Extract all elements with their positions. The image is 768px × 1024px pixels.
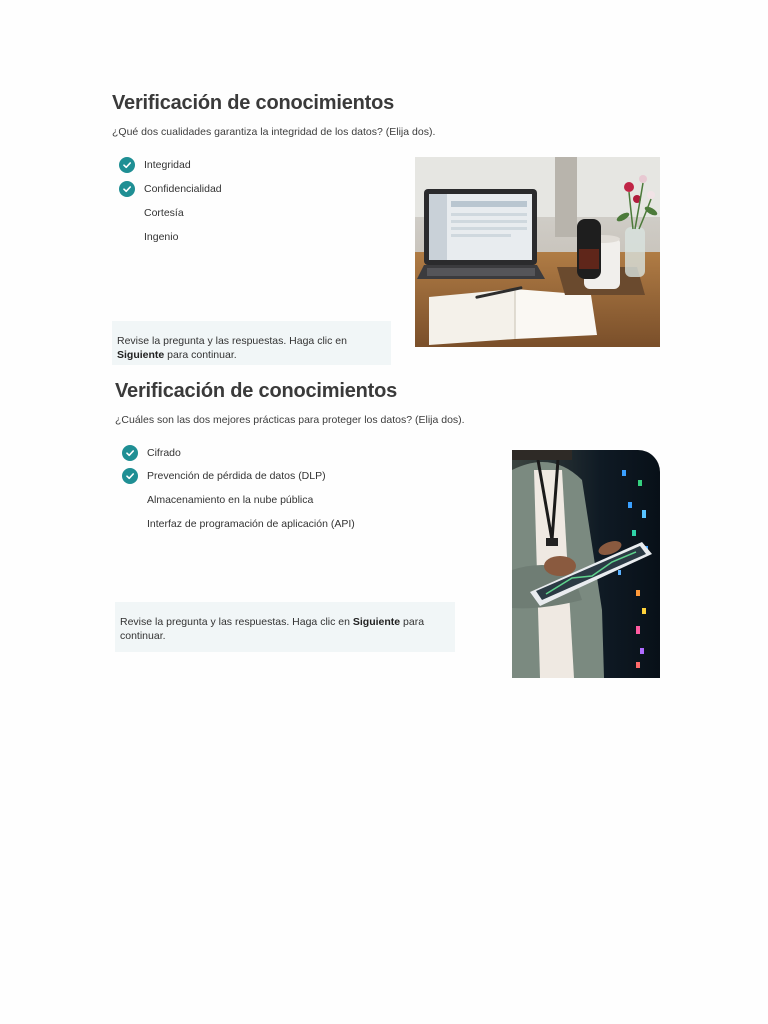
option-cifrado[interactable]: Cifrado	[147, 447, 181, 459]
option-confidencialidad[interactable]: Confidencialidad	[144, 183, 222, 195]
option-integridad[interactable]: Integridad	[144, 159, 191, 171]
note-text-end: para continuar.	[120, 616, 425, 642]
note-text: Revise la pregunta y las respuestas. Haga clic en	[120, 616, 353, 628]
question-text: ¿Qué dos cualidades garantiza la integridad de los datos? (Elija dos).	[112, 126, 436, 138]
next-keyword: Siguiente	[352, 616, 401, 628]
section-title: Verificación de conocimientos	[112, 92, 395, 114]
question-text: ¿Cuáles son las dos mejores prácticas para proteger los datos? (Elija dos).	[115, 414, 465, 426]
option-dlp[interactable]: Prevención de pérdida de datos (DLP)	[147, 470, 326, 482]
laptop-desk-photo	[415, 157, 660, 347]
tablet-user-photo	[512, 450, 660, 678]
instruction-note	[112, 321, 391, 365]
check-circle-icon	[122, 445, 138, 461]
check-circle-icon	[122, 468, 138, 484]
option-nube-publica[interactable]: Almacenamiento en la nube pública	[147, 494, 314, 506]
check-circle-icon	[119, 157, 135, 173]
section-title: Verificación de conocimientos	[115, 380, 398, 402]
option-api[interactable]: Interfaz de programación de aplicación (API)	[147, 518, 355, 530]
note-text-end: para continuar.	[164, 349, 237, 361]
instruction-note	[115, 602, 455, 652]
option-cortesia[interactable]: Cortesía	[144, 207, 184, 219]
next-keyword: Siguiente	[117, 349, 165, 361]
note-text: Revise la pregunta y las respuestas. Haga clic en	[117, 335, 347, 347]
check-circle-icon	[119, 181, 135, 197]
option-ingenio[interactable]: Ingenio	[144, 231, 179, 243]
